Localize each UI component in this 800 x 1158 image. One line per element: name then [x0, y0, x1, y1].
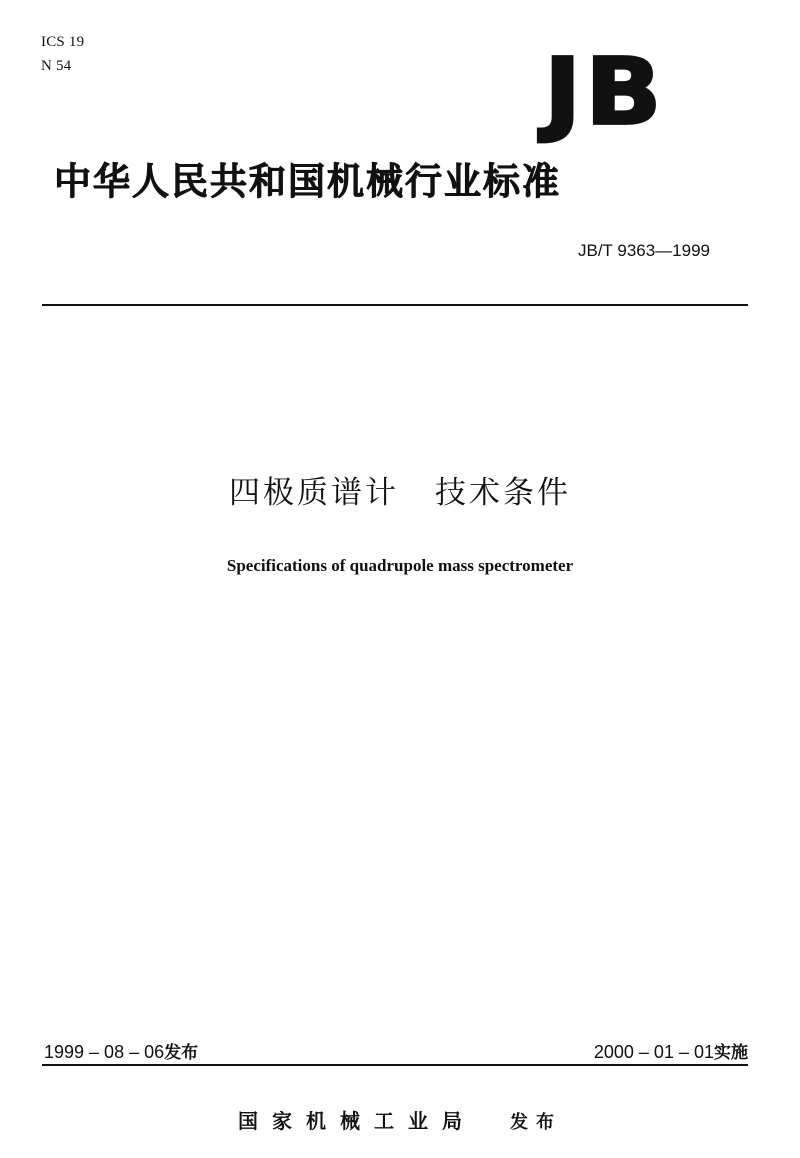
jb-logo: JB: [544, 37, 666, 146]
standard-category-title: 中华人民共和国机械行业标准: [54, 160, 561, 203]
top-divider: [42, 304, 748, 306]
bottom-divider: [42, 1064, 748, 1066]
ccs-code: N 54: [41, 58, 72, 74]
issuing-authority: 国家机械工业局: [238, 1109, 476, 1133]
issue-label: 发布: [164, 1043, 199, 1063]
document-title-en: Specifications of quadrupole mass spectrometer: [226, 556, 574, 575]
issuing-action: 发布: [510, 1112, 562, 1133]
ics-code: ICS 19: [41, 34, 85, 50]
implement-date-line: [594, 1040, 748, 1065]
issue-date-line: [44, 1040, 198, 1065]
title-zh-part2: 技术条件: [435, 475, 571, 511]
document-title-zh: [0, 471, 800, 515]
implement-label: 实施: [714, 1043, 748, 1063]
issue-date: 1999 – 08 – 06: [44, 1042, 165, 1062]
standard-number: JB/T 9363—1999: [578, 241, 710, 260]
title-zh-part1: 四极质谱计: [229, 475, 399, 511]
implement-date: 2000 – 01 – 01: [593, 1042, 714, 1062]
classification-codes: [41, 30, 84, 78]
